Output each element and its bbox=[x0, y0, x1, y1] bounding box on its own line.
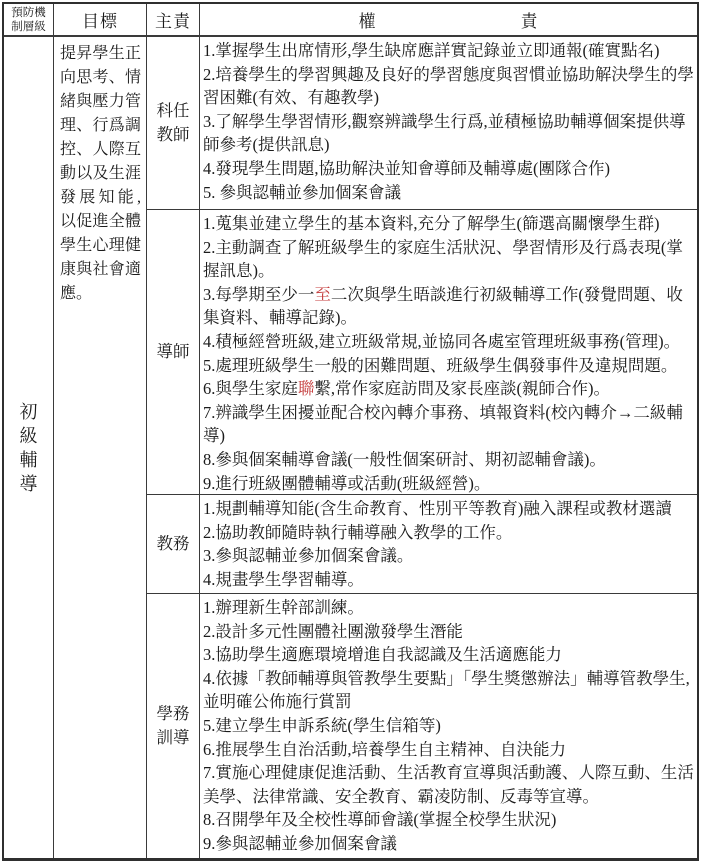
duty-item: 1.蒐集並建立學生的基本資料,充分了解學生(篩選高關懷學生群) bbox=[203, 214, 660, 233]
owner-label: 學務訓導 bbox=[156, 704, 190, 747]
duty-item: 8.參與個案輔導會議(一般性個案研討、期初認輔會議)。 bbox=[203, 449, 606, 469]
duty-item: 1.辦理新生幹部訓練。 bbox=[203, 598, 364, 617]
duty-item: 4.規畫學生學習輔導。 bbox=[203, 569, 364, 589]
owner-cell-homeroom-teacher bbox=[147, 210, 200, 495]
header-prevention-level bbox=[4, 4, 54, 37]
duties-cell-academic-affairs bbox=[200, 495, 697, 594]
duty-item: 9.參與認輔並參加個案會議 bbox=[203, 833, 397, 853]
goal-cell bbox=[54, 37, 147, 858]
owner-cell-academic-affairs bbox=[147, 495, 200, 594]
header-prevention-level-label: 預防機制層級 bbox=[11, 6, 46, 33]
duty-item: 7.辨識學生困擾並配合校內轉介事務、填報資料(校內轉介→二級輔導) bbox=[203, 402, 683, 446]
duty-item: 2.設計多元性團體社團激發學生潛能 bbox=[203, 621, 463, 641]
duty-item: 3.每學期至少一至二次與學生晤談進行初級輔導工作(發覺問題、收集資料、輔導記錄)。 bbox=[203, 284, 683, 328]
duty-item: 5.處理班級學生一般的困難問題、班級學生偶發事件及違規問題。 bbox=[203, 355, 678, 375]
red-correction-char: 至 bbox=[314, 284, 331, 304]
goal-text: 提昇學生正向思考、情緒與壓力管理、行爲調控、人際互動以及生涯發展知能,以促進全體學生心理健康與社會適應。 bbox=[60, 45, 141, 302]
owner-label: 教務 bbox=[156, 534, 190, 553]
duty-item: 8.召開學年及全校性導師會議(掌握全校學生狀況) bbox=[203, 810, 557, 830]
duty-item: 7.實施心理健康促進活動、生活教育宣導與活動護、人際互動、生活美學、法律常識、安全教育、霸凌防制、反毒等宣導。 bbox=[203, 763, 694, 806]
header-goal-label: 目標 bbox=[82, 12, 118, 31]
header-duty bbox=[200, 4, 697, 37]
duties-cell-student-affairs bbox=[200, 594, 697, 858]
owner-label: 導師 bbox=[156, 342, 190, 361]
duty-item: 2.主動調查了解班級學生的家庭生活狀況、學習情形及行爲表現(掌握訊息)。 bbox=[203, 237, 683, 281]
duty-item: 1.規劃輔導知能(含生命教育、性別平等教育)融入課程或教材選讀 bbox=[203, 499, 672, 518]
responsibility-table bbox=[2, 2, 699, 861]
duty-item: 2.培養學生的學習興趣及良好的學習態度與習慣並協助解決學生的學習困難(有效、有趣教學) bbox=[203, 64, 694, 108]
owner-cell-subject-teacher bbox=[147, 37, 200, 210]
duty-item: 3.協助學生適應環境增進自我認識及生活適應能力 bbox=[203, 645, 562, 665]
duties-cell-subject-teacher bbox=[200, 37, 697, 210]
owner-cell-student-affairs bbox=[147, 594, 200, 858]
owner-label: 科任教師 bbox=[156, 101, 190, 144]
duty-item: 9.進行班級團體輔導或活動(班級經營)。 bbox=[203, 473, 491, 493]
header-goal bbox=[54, 4, 147, 37]
duty-item: 1.掌握學生出席情形,學生缺席應詳實記錄並立即通報(確實點名) bbox=[203, 41, 660, 60]
prevention-level-text: 初級輔導 bbox=[19, 401, 38, 494]
duty-item: 4.積極經營班級,建立班級常規,並協同各處室管理班級事務(管理)。 bbox=[203, 331, 681, 351]
duties-cell-homeroom-teacher bbox=[200, 210, 697, 495]
duty-item: 6.與學生家庭聯繫,常作家庭訪問及家長座談(親師合作)。 bbox=[203, 379, 610, 399]
duty-item: 2.協助教師隨時執行輔導融入教學的工作。 bbox=[203, 522, 513, 542]
duty-item: 3.參與認輔並參加個案會議。 bbox=[203, 546, 414, 566]
red-correction-char: 聯 bbox=[297, 379, 315, 399]
header-owner bbox=[147, 4, 200, 37]
duty-item: 3.了解學生學習情形,觀察辨識學生行爲,並積極協助輔導個案提供導師參考(提供訊息) bbox=[203, 111, 686, 155]
duty-item: 5.建立學生申訴系統(學生信箱等) bbox=[203, 715, 441, 735]
duty-item: 4.發現學生問題,協助解決並知會導師及輔導處(團隊合作) bbox=[203, 158, 610, 178]
header-duty-label: 權 責 bbox=[358, 12, 539, 31]
duty-item: 4.依據「教師輔導與管教學生要點」「學生獎懲辦法」輔導管教學生,並明確公佈施行賞罰 bbox=[203, 668, 690, 712]
duty-item: 5. 參與認輔並參加個案會議 bbox=[203, 182, 401, 202]
header-owner-label: 主責 bbox=[155, 12, 191, 31]
duty-item: 6.推展學生自治活動,培養學生自主精神、自決能力 bbox=[203, 739, 566, 759]
prevention-level-cell bbox=[4, 37, 54, 858]
